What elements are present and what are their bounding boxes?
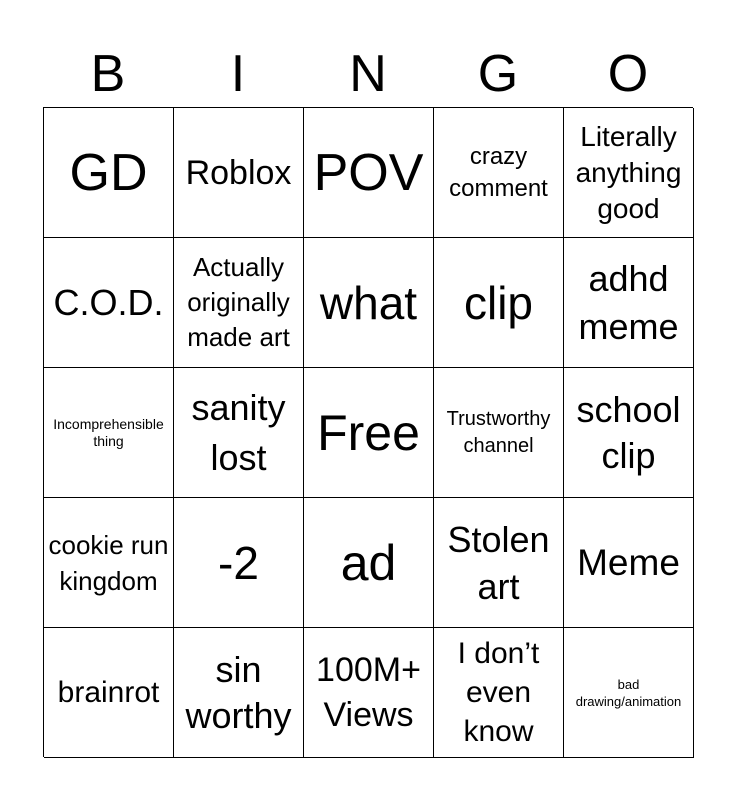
bingo-cell-r5c5[interactable]	[564, 628, 694, 758]
bingo-cell-r4c1[interactable]	[44, 498, 174, 628]
bingo-cell-r4c3[interactable]	[304, 498, 434, 628]
bingo-cell-r2c1[interactable]	[44, 238, 174, 368]
cell-text: GD	[69, 143, 148, 202]
cell-text: Actually originally made art	[187, 252, 290, 352]
cell-text: C.O.D.	[53, 281, 164, 323]
bingo-cell-r2c3[interactable]	[304, 238, 434, 368]
header-letter-o: O	[607, 45, 649, 103]
cell-text: what	[319, 276, 418, 329]
header-letter-n: N	[349, 45, 387, 103]
cell-text: Literally anything good	[575, 120, 682, 224]
bingo-cell-r2c2[interactable]	[174, 238, 304, 368]
bingo-cell-r1c5[interactable]	[564, 108, 694, 238]
header-letter-b: B	[90, 45, 126, 103]
cell-text: sanity lost	[191, 386, 286, 478]
cell-text: adhd meme	[578, 257, 679, 347]
cell-text: cookie run kingdom	[48, 529, 169, 596]
bingo-cell-r1c4[interactable]	[434, 108, 564, 238]
bingo-cell-r3c4[interactable]	[434, 368, 564, 498]
bingo-cell-r5c4[interactable]	[434, 628, 564, 758]
bingo-cell-r4c4[interactable]	[434, 498, 564, 628]
cell-text: Stolen art	[447, 518, 550, 607]
bingo-cell-r3c2[interactable]	[174, 368, 304, 498]
cell-text: Meme	[577, 541, 680, 583]
cell-text: sin worthy	[185, 648, 292, 736]
bingo-cell-r1c1[interactable]	[44, 108, 174, 238]
cell-text: 100M+ Views	[316, 650, 421, 734]
cell-text: Free	[317, 404, 420, 461]
bingo-board	[43, 107, 693, 757]
bingo-cell-r4c5[interactable]	[564, 498, 694, 628]
header-letter-g: G	[477, 45, 519, 103]
bingo-header	[43, 40, 693, 108]
bingo-cell-r5c3[interactable]	[304, 628, 434, 758]
cell-text: Incomprehensible thing	[53, 415, 164, 449]
cell-text: bad drawing/animation	[575, 676, 682, 709]
cell-text: school clip	[576, 388, 681, 476]
cell-text: ad	[340, 534, 397, 591]
bingo-cell-r2c5[interactable]	[564, 238, 694, 368]
bingo-cell-r4c2[interactable]	[174, 498, 304, 628]
cell-text: I don’t even know	[457, 637, 540, 748]
cell-text: Roblox	[185, 153, 292, 192]
cell-text: POV	[313, 143, 424, 202]
header-letter-i: I	[230, 45, 246, 103]
bingo-cell-r5c2[interactable]	[174, 628, 304, 758]
bingo-cell-r1c3[interactable]	[304, 108, 434, 238]
cell-text: brainrot	[57, 676, 160, 709]
cell-text: crazy comment	[449, 142, 548, 202]
cell-text: clip	[463, 276, 534, 329]
bingo-cell-r2c4[interactable]	[434, 238, 564, 368]
bingo-cell-r1c2[interactable]	[174, 108, 304, 238]
cell-text: -2	[218, 536, 259, 589]
bingo-cell-r5c1[interactable]	[44, 628, 174, 758]
cell-text: Trustworthy channel	[446, 407, 551, 457]
bingo-cell-r3c5[interactable]	[564, 368, 694, 498]
bingo-cell-r3c3[interactable]	[304, 368, 434, 498]
bingo-cell-r3c1[interactable]	[44, 368, 174, 498]
